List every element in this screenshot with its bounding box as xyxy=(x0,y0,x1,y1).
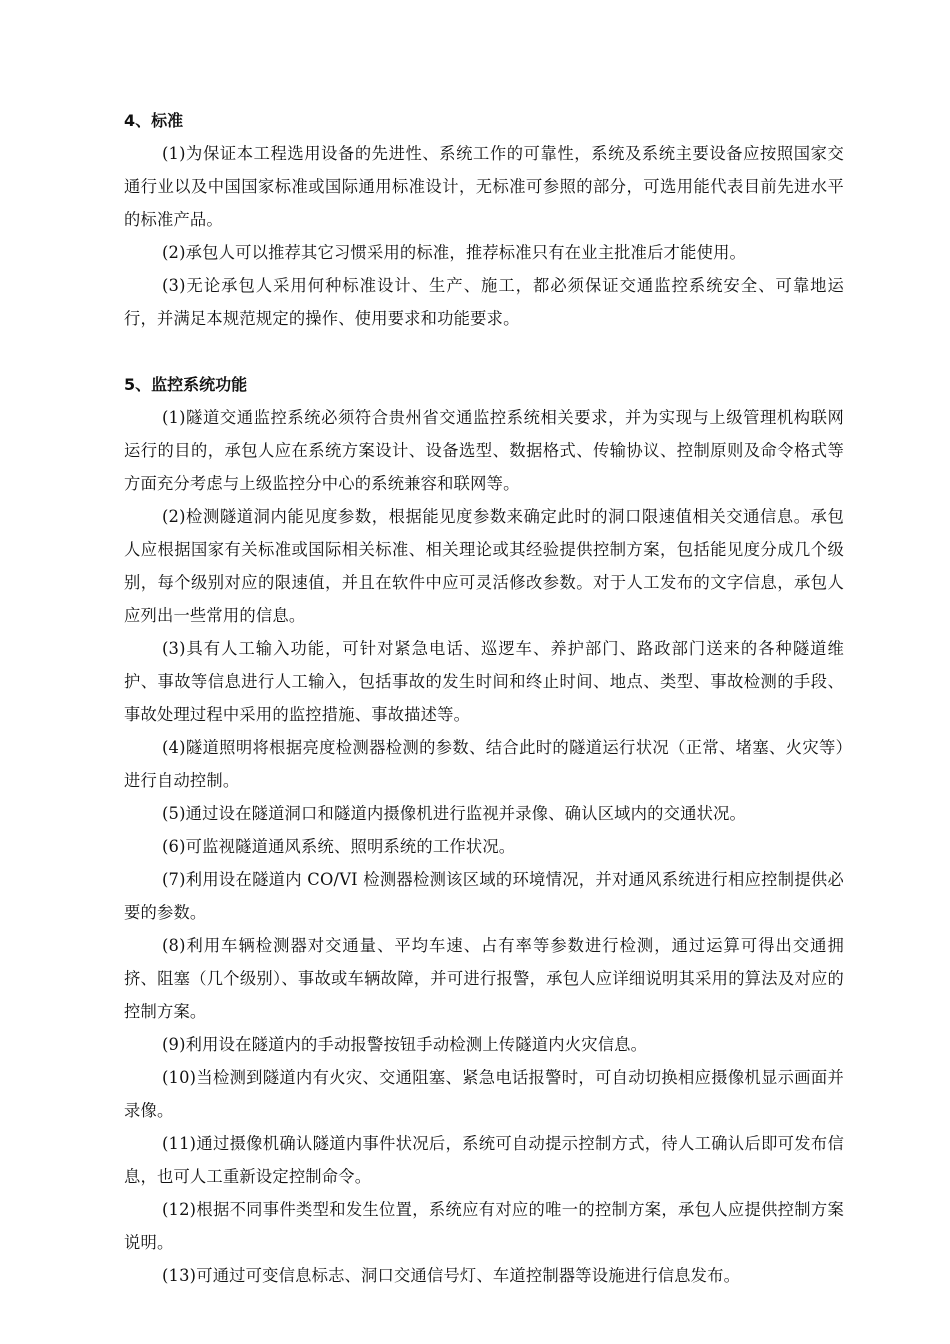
paragraph: (3)无论承包人采用何种标准设计、生产、施工，都必须保证交通监控系统安全、可靠地运行，并满足本规范规定的操作、使用要求和功能要求。 xyxy=(124,276,844,328)
section-heading: 5、监控系统功能 xyxy=(124,375,248,394)
paragraph: (1)为保证本工程选用设备的先进性、系统工作的可靠性，系统及系统主要设备应按照国家交通行业以及中国国家标准或国际通用标准设计，无标准可参照的部分，可选用能代表目前先进水平的标准产品。 xyxy=(124,144,844,229)
paragraph: (10)当检测到隧道内有火灾、交通阻塞、紧急电话报警时，可自动切换相应摄像机显示画面并录像。 xyxy=(124,1068,844,1120)
paragraph: (6)可监视隧道通风系统、照明系统的工作状况。 xyxy=(162,837,516,856)
section-monitoring-functions xyxy=(124,368,844,1292)
paragraph: (13)可通过可变信息标志、洞口交通信号灯、车道控制器等设施进行信息发布。 xyxy=(162,1266,741,1285)
paragraph: (8)利用车辆检测器对交通量、平均车速、占有率等参数进行检测，通过运算可得出交通拥挤、阻塞（几个级别）、事故或车辆故障，并可进行报警，承包人应详细说明其采用的算法及对应的控制方案。 xyxy=(124,936,844,1021)
document-page xyxy=(124,104,844,1292)
paragraph: (3)具有人工输入功能，可针对紧急电话、巡逻车、养护部门、路政部门送来的各种隧道维护、事故等信息进行人工输入，包括事故的发生时间和终止时间、地点、类型、事故检测的手段、事故处理过程中采用的监控措施、事故描述等。 xyxy=(124,639,844,724)
paragraph: (12)根据不同事件类型和发生位置，系统应有对应的唯一的控制方案，承包人应提供控制方案说明。 xyxy=(124,1200,844,1252)
section-spacer xyxy=(124,335,844,368)
paragraph: (2)检测隧道洞内能见度参数，根据能见度参数来确定此时的洞口限速值相关交通信息。承包人应根据国家有关标准或国际相关标准、相关理论或其经验提供控制方案，包括能见度分成几个级别，每个级别对应的限速值，并且在软件中应可灵活修改参数。对于人工发布的文字信息，承包人应列出一些常用的信息。 xyxy=(124,507,844,625)
section-standards xyxy=(124,104,844,335)
paragraph: (4)隧道照明将根据亮度检测器检测的参数、结合此时的隧道运行状况（正常、堵塞、火灾等）进行自动控制。 xyxy=(124,738,844,790)
paragraph: (1)隧道交通监控系统必须符合贵州省交通监控系统相关要求，并为实现与上级管理机构联网运行的目的，承包人应在系统方案设计、设备选型、数据格式、传输协议、控制原则及命令格式等方面充分考虑与上级监控分中心的系统兼容和联网等。 xyxy=(124,408,844,493)
section-heading: 4、标准 xyxy=(124,111,184,130)
paragraph: (7)利用设在隧道内 CO/VI 检测器检测该区域的环境情况，并对通风系统进行相应控制提供必要的参数。 xyxy=(124,870,844,922)
paragraph: (2)承包人可以推荐其它习惯采用的标准，推荐标准只有在业主批准后才能使用。 xyxy=(162,243,747,262)
paragraph: (5)通过设在隧道洞口和隧道内摄像机进行监视并录像、确认区域内的交通状况。 xyxy=(162,804,747,823)
paragraph: (11)通过摄像机确认隧道内事件状况后，系统可自动提示控制方式，待人工确认后即可发布信息，也可人工重新设定控制命令。 xyxy=(124,1134,844,1186)
paragraph: (9)利用设在隧道内的手动报警按钮手动检测上传隧道内火灾信息。 xyxy=(162,1035,648,1054)
